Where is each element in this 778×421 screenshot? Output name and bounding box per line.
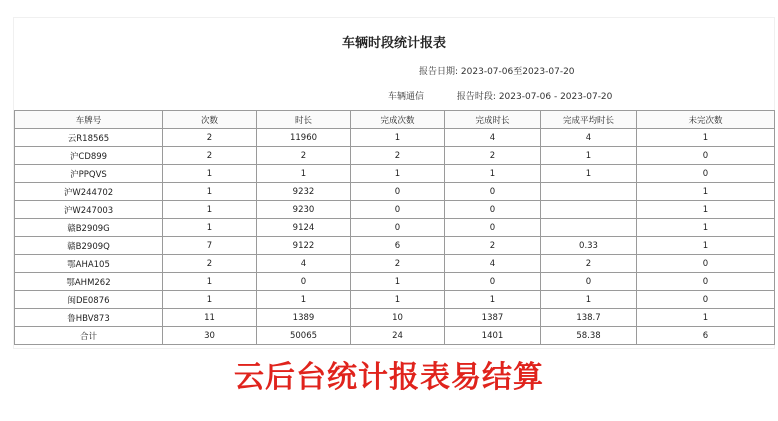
cell-undone-count: 0	[637, 255, 775, 273]
table-row	[15, 147, 775, 165]
report-date-row	[419, 64, 575, 77]
cell-done-duration: 0	[445, 201, 541, 219]
table-row	[15, 201, 775, 219]
table-row	[15, 309, 775, 327]
table-row	[15, 273, 775, 291]
cell-duration: 1389	[257, 309, 351, 327]
cell-done-avg: 4	[541, 129, 637, 147]
cell-undone-count: 0	[637, 273, 775, 291]
cell-done-count: 1	[351, 291, 445, 309]
cell-total-done-duration: 1401	[445, 327, 541, 345]
cell-plate: 鄂AHA105	[15, 255, 163, 273]
cell-plate: 鄂AHM262	[15, 273, 163, 291]
cell-duration: 9124	[257, 219, 351, 237]
cell-total-label: 合计	[15, 327, 163, 345]
report-panel	[14, 18, 774, 348]
report-period-label: 报告时段:	[456, 92, 496, 102]
cell-plate: 沪W244702	[15, 183, 163, 201]
header-done-count: 完成次数	[351, 111, 445, 129]
header-done-avg: 完成平均时长	[541, 111, 637, 129]
table-total-row	[15, 327, 775, 345]
cell-duration: 9230	[257, 201, 351, 219]
cell-undone-count: 0	[637, 165, 775, 183]
cell-duration: 9122	[257, 237, 351, 255]
report-date-label: 报告日期:	[419, 67, 459, 77]
cell-done-duration: 2	[445, 147, 541, 165]
cell-count: 1	[163, 219, 257, 237]
header-done-duration: 完成时长	[445, 111, 541, 129]
cell-undone-count: 1	[637, 219, 775, 237]
cell-count: 1	[163, 201, 257, 219]
cell-count: 1	[163, 273, 257, 291]
cell-undone-count: 1	[637, 129, 775, 147]
cell-done-duration: 2	[445, 237, 541, 255]
cell-plate: 沪PPQVS	[15, 165, 163, 183]
header-plate: 车牌号	[15, 111, 163, 129]
cell-done-count: 1	[351, 273, 445, 291]
cell-plate: 闽DE0876	[15, 291, 163, 309]
report-date-value: 2023-07-06至2023-07-20	[460, 67, 575, 77]
cell-done-count: 10	[351, 309, 445, 327]
cell-duration: 1	[257, 165, 351, 183]
cell-total-done-avg: 58.38	[541, 327, 637, 345]
cell-count: 1	[163, 183, 257, 201]
cell-done-avg: 0.33	[541, 237, 637, 255]
header-duration: 时长	[257, 111, 351, 129]
promo-caption: 云后台统计报表易结算	[234, 360, 544, 395]
cell-duration: 2	[257, 147, 351, 165]
cell-done-duration: 4	[445, 129, 541, 147]
cell-total-done-count: 24	[351, 327, 445, 345]
table-row	[15, 219, 775, 237]
cell-done-count: 6	[351, 237, 445, 255]
stats-table	[14, 110, 775, 345]
cell-done-duration: 1	[445, 291, 541, 309]
cell-count: 2	[163, 255, 257, 273]
table-row	[15, 255, 775, 273]
cell-undone-count: 1	[637, 183, 775, 201]
cell-count: 11	[163, 309, 257, 327]
cell-plate: 沪W247003	[15, 201, 163, 219]
cell-duration: 1	[257, 291, 351, 309]
cell-done-avg: 2	[541, 255, 637, 273]
cell-duration: 0	[257, 273, 351, 291]
table-row	[15, 165, 775, 183]
cell-done-count: 2	[351, 147, 445, 165]
header-undone-count: 未完次数	[637, 111, 775, 129]
table-row	[15, 129, 775, 147]
cell-plate: 鲁HBV873	[15, 309, 163, 327]
cell-done-avg	[541, 201, 637, 219]
cell-done-avg: 0	[541, 273, 637, 291]
cell-done-count: 1	[351, 165, 445, 183]
cell-done-avg: 1	[541, 291, 637, 309]
cell-count: 7	[163, 237, 257, 255]
cell-done-duration: 0	[445, 273, 541, 291]
cell-done-duration: 0	[445, 183, 541, 201]
cell-undone-count: 1	[637, 237, 775, 255]
table-row	[15, 237, 775, 255]
cell-duration: 11960	[257, 129, 351, 147]
cell-plate: 云R18565	[15, 129, 163, 147]
table-row	[15, 291, 775, 309]
report-meta-row	[388, 89, 612, 102]
cell-plate: 赣B2909G	[15, 219, 163, 237]
cell-done-count: 0	[351, 201, 445, 219]
table-row	[15, 183, 775, 201]
cell-done-duration: 1	[445, 165, 541, 183]
cell-count: 2	[163, 147, 257, 165]
cell-done-duration: 4	[445, 255, 541, 273]
cell-total-duration: 50065	[257, 327, 351, 345]
cell-undone-count: 1	[637, 309, 775, 327]
cell-done-count: 1	[351, 129, 445, 147]
cell-done-count: 0	[351, 183, 445, 201]
cell-duration: 4	[257, 255, 351, 273]
cell-done-duration: 0	[445, 219, 541, 237]
report-period-value: 2023-07-06 - 2023-07-20	[498, 92, 613, 102]
cell-total-count: 30	[163, 327, 257, 345]
cell-done-avg	[541, 219, 637, 237]
cell-done-avg: 1	[541, 147, 637, 165]
cell-count: 2	[163, 129, 257, 147]
cell-plate: 赣B2909Q	[15, 237, 163, 255]
cell-undone-count: 0	[637, 291, 775, 309]
cell-done-avg	[541, 183, 637, 201]
report-title: 车辆时段统计报表	[341, 36, 446, 51]
cell-done-count: 2	[351, 255, 445, 273]
cell-total-undone-count: 6	[637, 327, 775, 345]
cell-done-avg: 138.7	[541, 309, 637, 327]
cell-count: 1	[163, 165, 257, 183]
cell-undone-count: 0	[637, 147, 775, 165]
cell-done-count: 0	[351, 219, 445, 237]
cell-duration: 9232	[257, 183, 351, 201]
report-org: 车辆通信	[388, 92, 425, 102]
cell-undone-count: 1	[637, 201, 775, 219]
table-header-row	[15, 111, 775, 129]
header-count: 次数	[163, 111, 257, 129]
cell-done-avg: 1	[541, 165, 637, 183]
cell-count: 1	[163, 291, 257, 309]
cell-plate: 沪CD899	[15, 147, 163, 165]
cell-done-duration: 1387	[445, 309, 541, 327]
